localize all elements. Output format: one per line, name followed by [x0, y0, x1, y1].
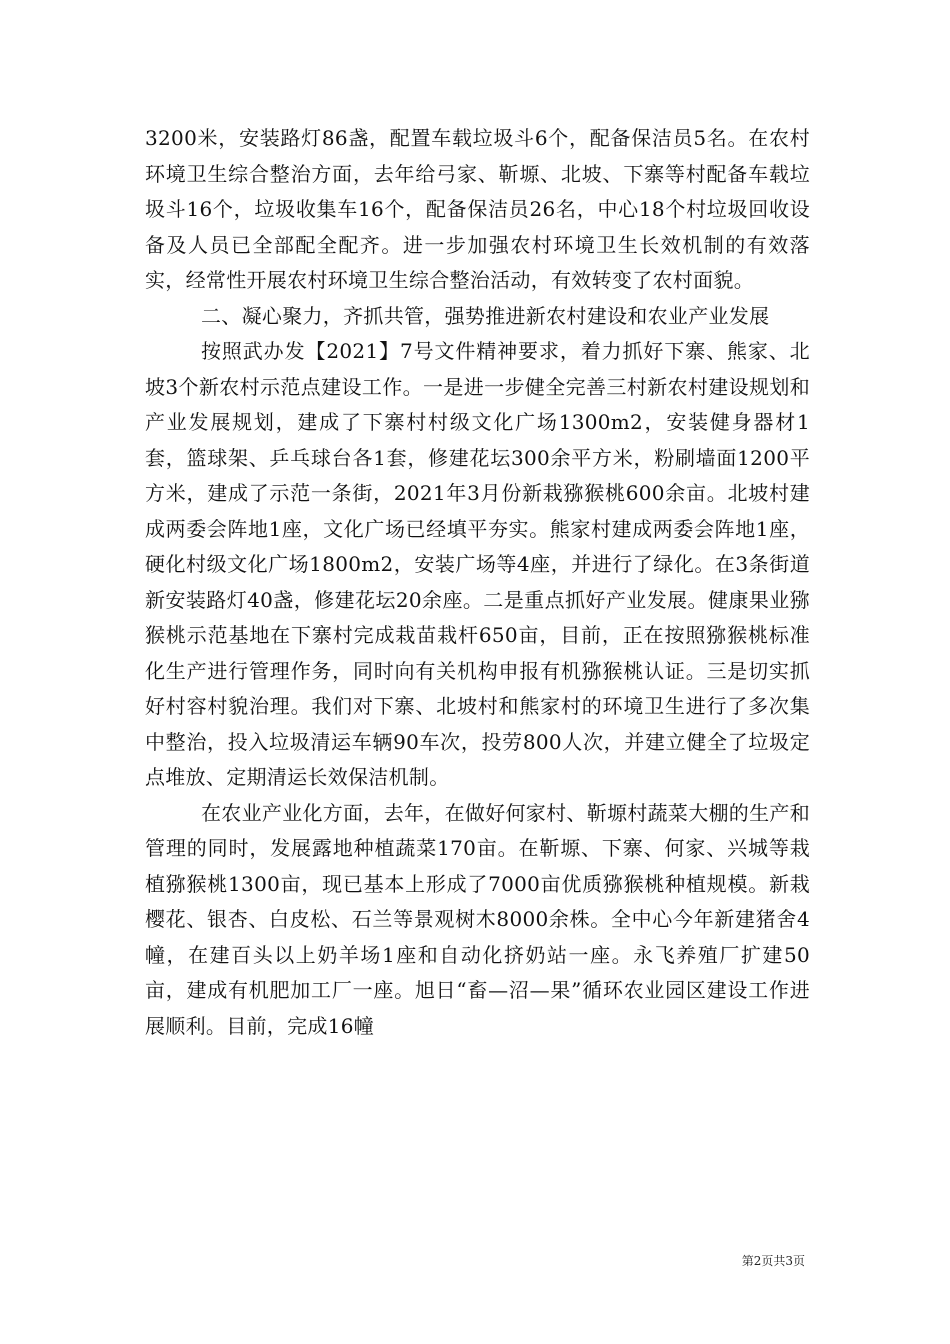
- paragraph-3: 在农业产业化方面，去年，在做好何家村、靳塬村蔬菜大棚的生产和管理的同时，发展露地种植蔬菜170亩。在靳塬、下寨、何家、兴城等栽植猕猴桃1300亩，现已基本上形成了7000亩优质猕猴桃种植规模。新栽樱花、银杏、白皮松、石兰等景观树木8000余株。全中心今年新建猪舍4幢，在建百头以上奶羊场1座和自动化挤奶站一座。永飞养殖厂扩建50亩，建成有机肥加工厂一座。旭日“畜—沼—果”循环农业园区建设工作进展顺利。目前，完成16幢: [145, 800, 810, 1038]
- paragraph-2: 按照武办发【2021】7号文件精神要求，着力抓好下寨、熊家、北坡3个新农村示范点建设工作。一是进一步健全完善三村新农村建设规划和产业发展规划，建成了下寨村村级文化广场1300m2，安装健身器材1套，篮球架、乒乓球台各1套，修建花坛300余平方米，粉刷墙面1200平方米，建成了示范一条街，2021年3月份新栽猕猴桃600余亩。北坡村建成两委会阵地1座，文化广场已经填平夯实。熊家村建成两委会阵地1座，硬化村级文化广场1800m2，安装广场等4座，并进行了绿化。在3条街道新安装路灯40盏，修建花坛20余座。二是重点抓好产业发展。健康果业猕猴桃示范基地在下寨村完成栽苗栽杆650亩，目前，正在按照猕猴桃标准化生产进行管理作务，同时向有关机构申报有机猕猴桃认证。三是切实抓好村容村貌治理。我们对下寨、北坡村和熊家村的环境卫生进行了多次集中整治，投入垃圾清运车辆90车次，投劳800人次，并建立健全了垃圾定点堆放、定期清运长效保洁机制。: [145, 339, 810, 789]
- paragraph-1: 3200米，安装路灯86盏，配置车载垃圾斗6个，配备保洁员5名。在农村环境卫生综合整治方面，去年给弓家、靳塬、北坡、下寨等村配备车载垃圾斗16个，垃圾收集车16个，配备保洁员26名，中心18个村垃圾回收设备及人员已全部配全配齐。进一步加强农村环境卫生长效机制的有效落实，经常性开展农村环境卫生综合整治活动，有效转变了农村面貌。: [145, 126, 810, 292]
- section-heading: 二、凝心聚力，齐抓共管，强势推进新农村建设和农业产业发展: [201, 303, 770, 328]
- page-number-footer: 第2页共3页: [741, 1254, 805, 1268]
- document-body: [145, 121, 810, 1044]
